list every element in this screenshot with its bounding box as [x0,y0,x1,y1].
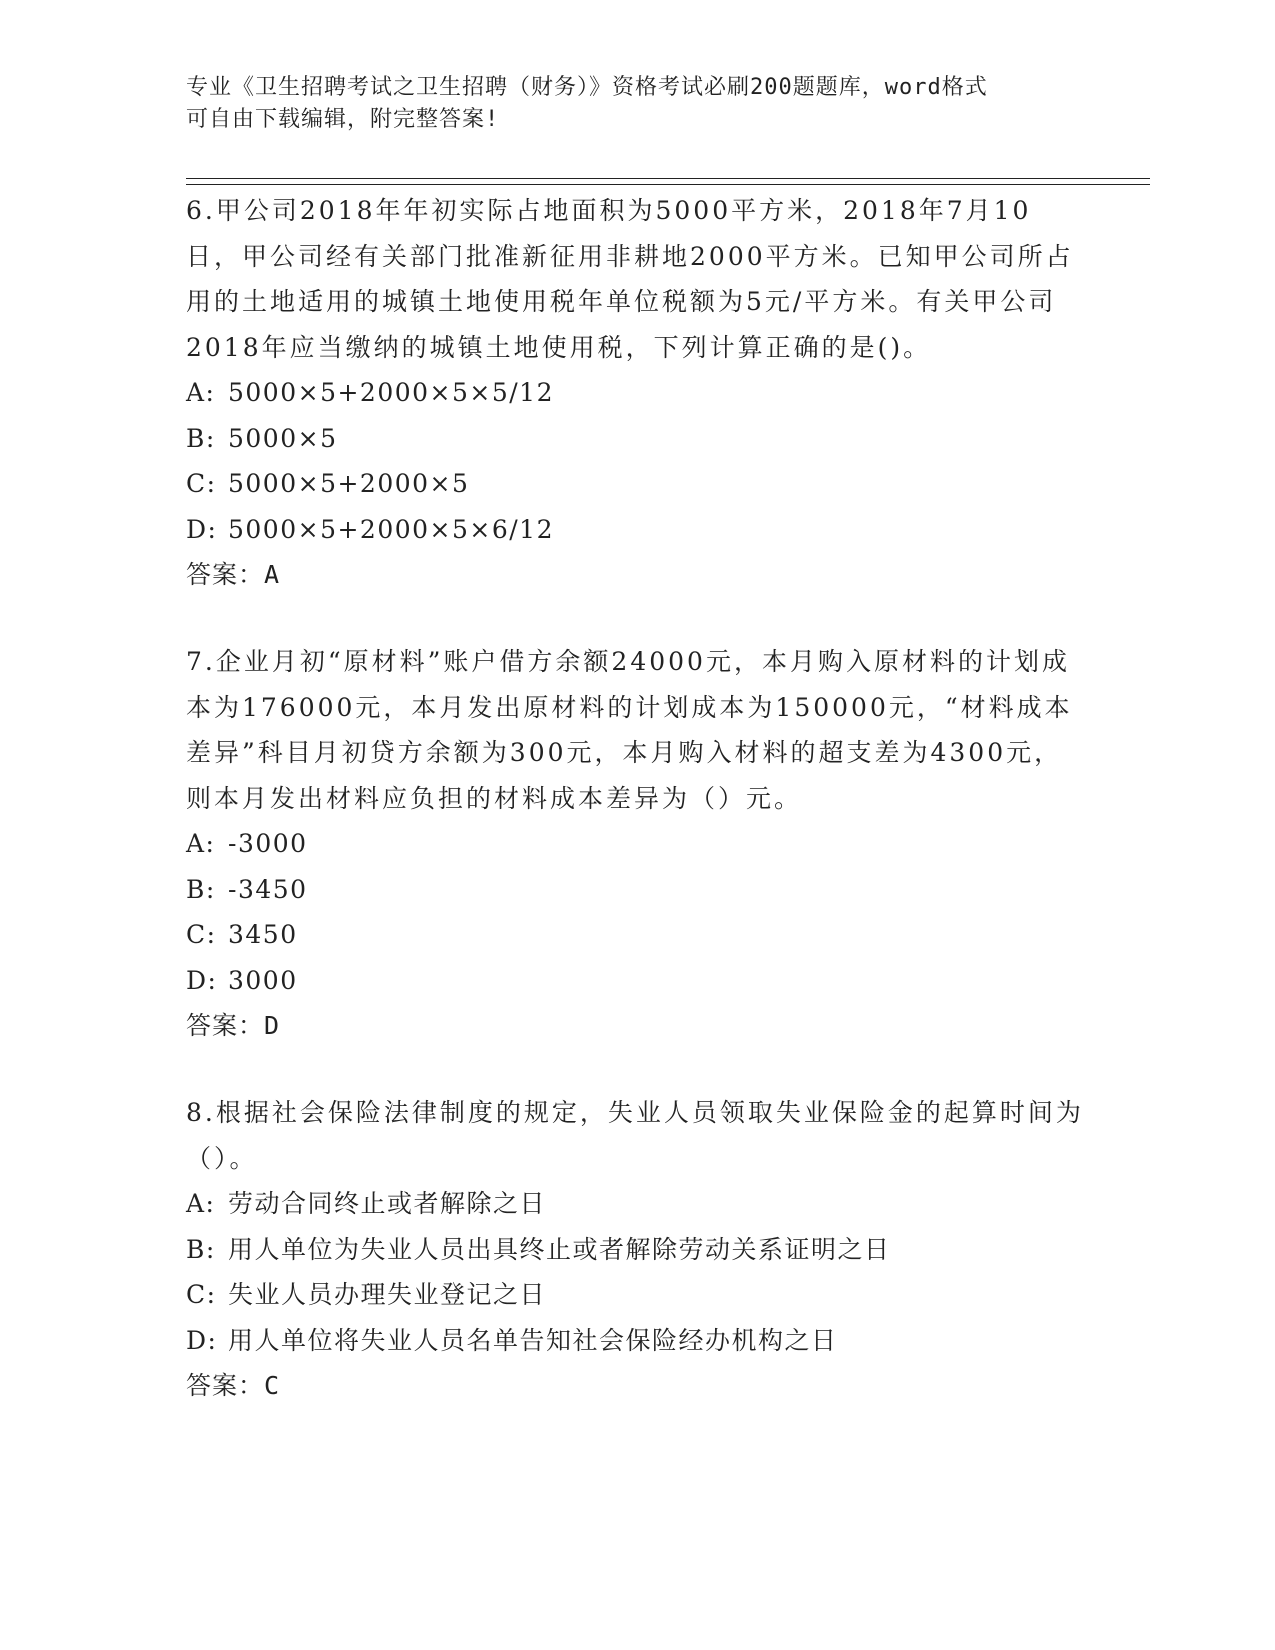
option-letter: C: [186,1280,217,1309]
option-b [186,867,1086,913]
option-text: 用人单位为失业人员出具终止或者解除劳动关系证明之日 [228,1234,891,1264]
answer-line: 答案：A [186,560,281,589]
answer-line: 答案：D [186,1011,281,1040]
option-text: 用人单位将失业人员名单告知社会保险经办机构之日 [228,1325,838,1355]
header-divider-bottom [186,184,1150,185]
option-d [186,507,1086,553]
document-header [186,72,1066,136]
option-b [186,1227,1086,1273]
option-text: 5000×5+2000×5 [228,469,470,498]
option-text: 5000×5+2000×5×6/12 [228,514,554,544]
option-letter: B: [186,423,216,453]
question-7 [186,639,1086,1048]
header-divider-top [186,178,1150,179]
option-text: -3000 [228,829,308,858]
question-stem: 6.甲公司2018年年初实际占地面积为5000平方米，2018年7月10日，甲公司经有关部门批准新征用非耕地2000平方米。已知甲公司所占用的土地适用的城镇土地使用税年单位税额为5元/平方米。有关甲公司2018年应当缴纳的城镇土地使用税，下列计算正确的是()。 [186,196,1074,362]
option-letter: D: [186,965,218,995]
question-8 [186,1090,1086,1408]
option-text: 5000×5+2000×5×5/12 [228,378,554,407]
option-d [186,958,1086,1004]
header-line-1: 专业《卫生招聘考试之卫生招聘（财务）》资格考试必刷200题题库，word格式 [186,75,988,100]
option-d [186,1318,1086,1364]
option-letter: A: [186,829,216,858]
option-text: 失业人员办理失业登记之日 [228,1280,547,1309]
option-a [186,370,1086,416]
option-text: 劳动合同终止或者解除之日 [228,1189,547,1218]
option-letter: A: [186,378,216,407]
option-text: -3450 [228,874,308,904]
option-text: 3000 [228,965,298,995]
option-c [186,912,1086,958]
header-line-2: 可自由下载编辑，附完整答案! [186,107,500,132]
question-list [186,188,1086,1450]
option-letter: B: [186,1234,216,1264]
option-letter: D: [186,1325,218,1355]
option-b [186,416,1086,462]
option-c [186,461,1086,507]
question-6 [186,188,1086,597]
option-c [186,1272,1086,1318]
option-letter: C: [186,920,217,949]
answer-line: 答案：C [186,1371,281,1400]
option-letter: A: [186,1189,216,1218]
question-stem: 7.企业月初“原材料”账户借方余额24000元，本月购入原材料的计划成本为176000元，本月发出原材料的计划成本为150000元，“材料成本差异”科目月初贷方余额为300元，本月购入材料的超支差为4300元，则本月发出材料应负担的材料成本差异为（）元。 [186,647,1073,813]
option-letter: C: [186,469,217,498]
option-text: 3450 [228,920,298,949]
option-text: 5000×5 [228,423,338,453]
option-a [186,1181,1086,1227]
option-letter: D: [186,514,218,544]
question-stem: 8.根据社会保险法律制度的规定，失业人员领取失业保险金的起算时间为（）。 [186,1098,1084,1173]
option-letter: B: [186,874,216,904]
option-a [186,821,1086,867]
